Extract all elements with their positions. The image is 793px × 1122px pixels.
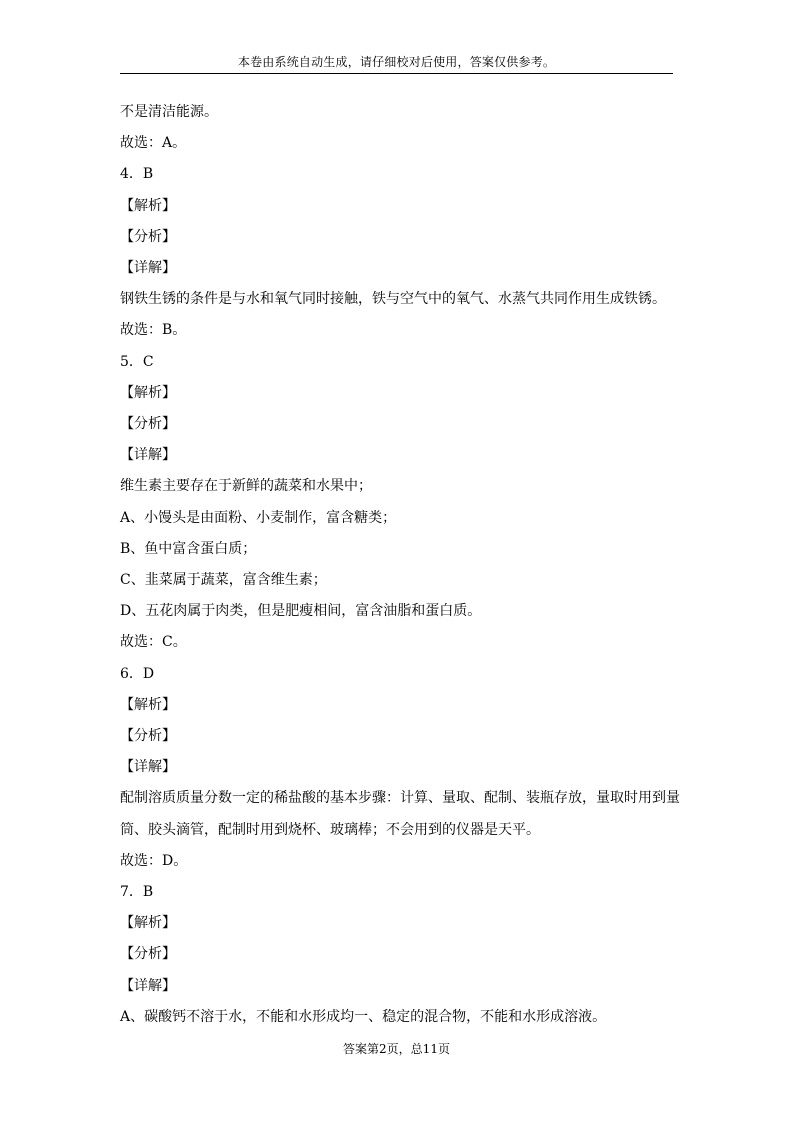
section-label-fenxi: 【分析】 <box>120 416 176 433</box>
question-answer: 7．B <box>120 884 154 901</box>
section-label-fenxi: 【分析】 <box>120 728 176 745</box>
text-line: 钢铁生锈的条件是与水和氧气同时接触，铁与空气中的氧气、水蒸气共同作用生成铁锈。 <box>120 291 666 308</box>
section-label-fenxi: 【分析】 <box>120 228 176 245</box>
text-line: 不是清洁能源。 <box>120 104 218 120</box>
text-line: 故选：A。 <box>120 135 187 152</box>
header-divider <box>120 73 673 74</box>
text-line: D、五花肉属于肉类，但是肥瘦相间，富含油脂和蛋白质。 <box>120 603 482 620</box>
section-label-jiexi: 【解析】 <box>120 696 176 713</box>
text-line: 故选：D。 <box>120 852 188 869</box>
section-label-xiangjie: 【详解】 <box>120 759 176 776</box>
section-label-jiexi: 【解析】 <box>120 915 176 932</box>
text-line: A、碳酸钙不溶于水，不能和水形成均一、稳定的混合物，不能和水形成溶液。 <box>120 1008 607 1025</box>
question-answer: 6．D <box>120 665 155 682</box>
section-label-fenxi: 【分析】 <box>120 946 176 963</box>
text-line: A、小馒头是由面粉、小麦制作，富含糖类； <box>120 509 397 526</box>
question-answer: 4．B <box>120 166 154 183</box>
text-paragraph: 配制溶质质量分数一定的稀盐酸的基本步骤：计算、量取、配制、装瓶存放，量取时用到量筒、胶头滴管，配制时用到烧杯、玻璃棒；不会用到的仪器是天平。 <box>120 790 680 838</box>
text-line: B、鱼中富含蛋白质； <box>120 540 257 557</box>
section-label-jiexi: 【解析】 <box>120 384 176 401</box>
section-label-xiangjie: 【详解】 <box>120 260 176 277</box>
text-line: C、韭菜属于蔬菜，富含维生素； <box>120 572 327 589</box>
text-line: 故选：B。 <box>120 322 187 339</box>
text-line: 维生素主要存在于新鲜的蔬菜和水果中； <box>120 478 372 495</box>
section-label-xiangjie: 【详解】 <box>120 447 176 464</box>
question-answer: 5．C <box>120 353 154 370</box>
page-header: 本卷由系统自动生成，请仔细校对后使用，答案仅供参考。 <box>237 55 556 69</box>
answer-content <box>120 97 680 1033</box>
section-label-xiangjie: 【详解】 <box>120 977 176 994</box>
section-label-jiexi: 【解析】 <box>120 197 176 214</box>
text-line: 故选：C。 <box>120 634 187 651</box>
page-footer: 答案第2页，总11页 <box>343 1042 450 1056</box>
